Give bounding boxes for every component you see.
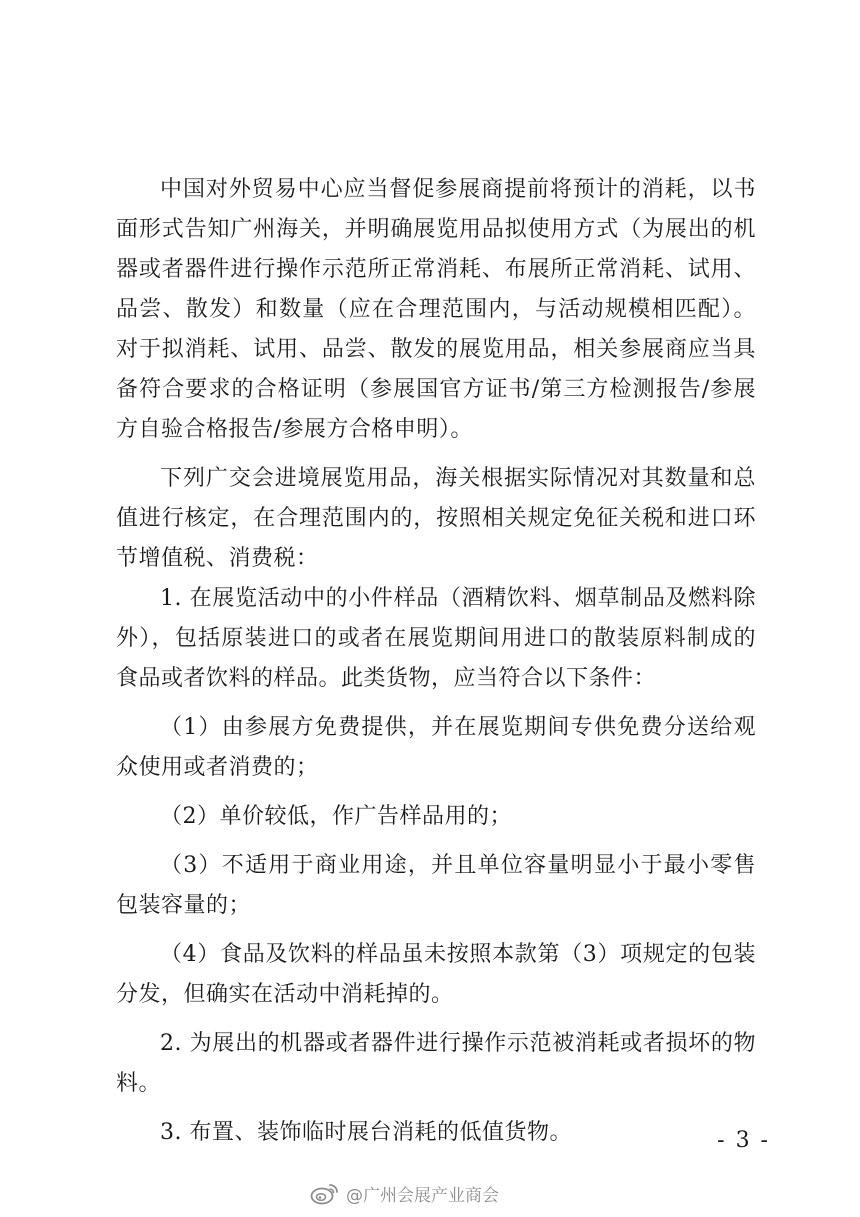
paragraph-item-1: 1. 在展览活动中的小件样品（酒精饮料、烟草制品及燃料除外），包括原装进口的或者在展览期间用进口的散装原料制成的食品或者饮料的样品。此类货物，应当符合以下条件： xyxy=(116,586,756,691)
paragraph-exhibitor-notice: 中国对外贸易中心应当督促参展商提前将预计的消耗，以书面形式告知广州海关，并明确展览用品拟使用方式（为展出的机器或者器件进行操作示范所正常消耗、布展所正常消耗、试用、品尝、散发）和数量（应在合理范围内，与活动规模相匹配）。对于拟消耗、试用、品尝、散发的展览用品，相关参展商应当具备符合要求的合格证明（参展国官方证书/第三方检测报告/参展方自验合格报告/参展方合格申明）。 xyxy=(116,177,756,442)
document-body xyxy=(116,170,756,1153)
page-number: - 3 - xyxy=(717,1128,770,1153)
paragraph-condition-3: （3）不适用于商业用途，并且单位容量明显小于最小零售包装容量的； xyxy=(116,853,756,918)
watermark xyxy=(310,1180,499,1206)
paragraph-condition-1: （1）由参展方免费提供，并在展览期间专供免费分送给观众使用或者消费的； xyxy=(116,715,756,780)
watermark-text: @广州会展产业商会 xyxy=(346,1185,499,1206)
paragraph-tax-exemption-intro: 下列广交会进境展览用品，海关根据实际情况对其数量和总值进行核定，在合理范围内的，按照相关规定免征关税和进口环节增值税、消费税： xyxy=(116,466,756,571)
paragraph-condition-2: （2）单价较低，作广告样品用的； xyxy=(160,804,512,829)
weibo-logo-icon xyxy=(310,1181,340,1205)
paragraph-item-3: 3. 布置、装饰临时展台消耗的低值货物。 xyxy=(160,1120,572,1145)
paragraph-item-2: 2. 为展出的机器或者器件进行操作示范被消耗或者损坏的物料。 xyxy=(116,1031,756,1096)
paragraph-condition-4: （4）食品及饮料的样品虽未按照本款第（3）项规定的包装分发，但确实在活动中消耗掉的。 xyxy=(116,942,756,1007)
